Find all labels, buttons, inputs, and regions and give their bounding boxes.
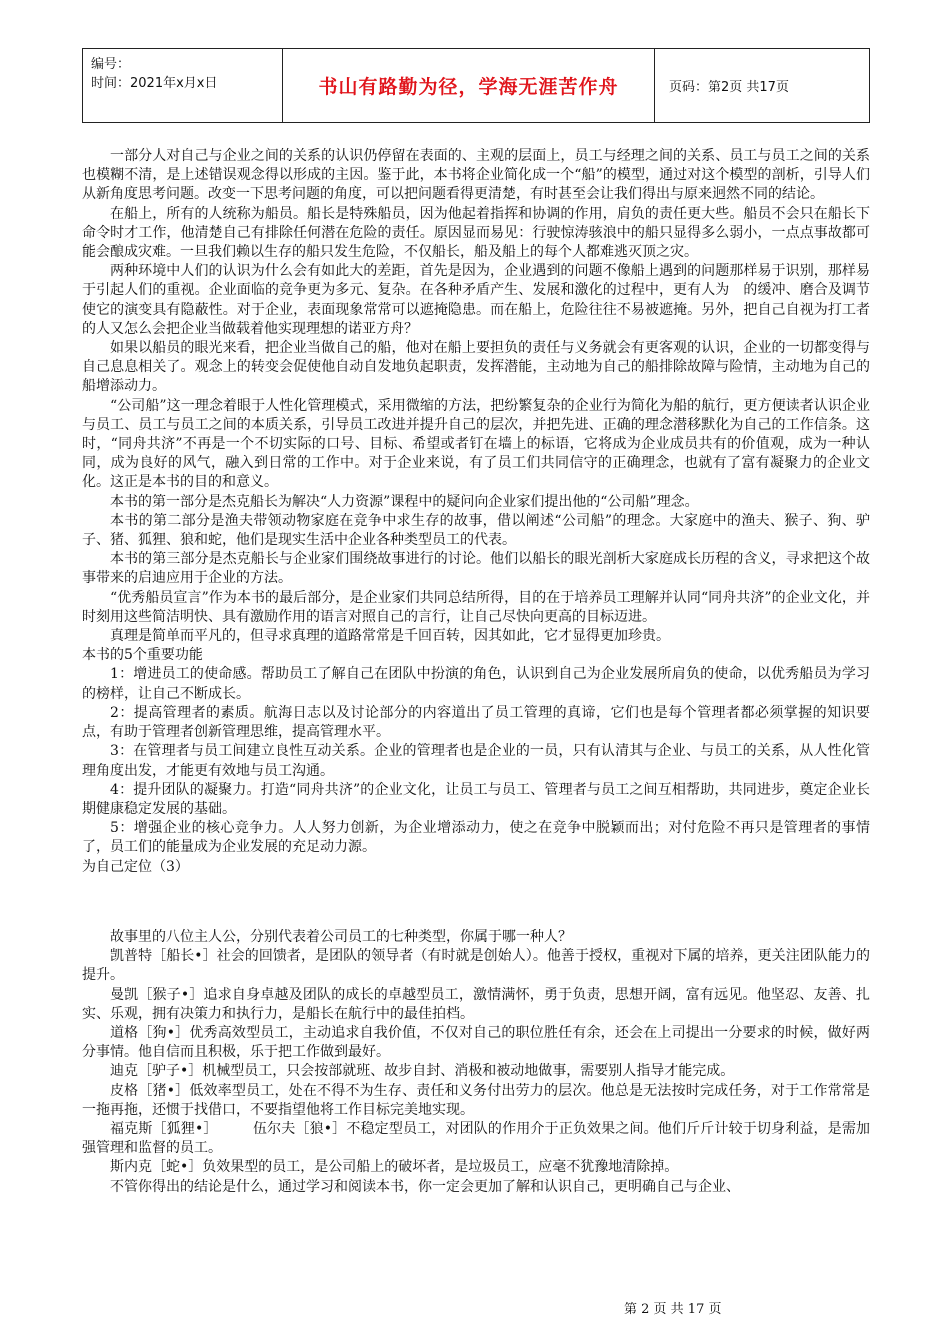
paragraph: 两种环境中人们的认识为什么会有如此大的差距，首先是因为，企业遇到的问题不像船上遇到的问题那样易于识别，那样易于引起人们的重视。企业面临的竞争更为多元、复杂。在各种矛盾产生、发展和激化的过程中，更有人为 的缓冲、磨合及调节使它的演变具有隐蔽性。对于企业，表面现象常常可以遮掩隐患。而在船上，危险往往不易被遮掩。另外，把自己自视为打工者的人又怎么会把企业当做载着他实现理想的诺亚方舟？ (82, 263, 870, 337)
header-meta (83, 49, 283, 122)
document-body (82, 147, 870, 1197)
page-footer: 第 2 页 共 17 页 (624, 1302, 722, 1317)
paragraph: 迪克［驴子•］机械型员工，只会按部就班、故步自封、消极和被动地做事，需要别人指导才能完成。 (110, 1063, 735, 1080)
paragraph: 道格［狗•］优秀高效型员工，主动追求自我价值，不仅对自己的职位胜任有余，还会在上司提出一分要求的时候，做好两分事情。他自信而且积极，乐于把工作做到最好。 (82, 1024, 870, 1061)
paragraph: “优秀船员宣言”作为本书的最后部分，是企业家们共同总结所得，目的在于培养员工理解并认同“同舟共济”的企业文化，并时刻用这些简洁明快、具有激励作用的语言对照自己的言行，让自己尽快向更高的目标迈进。 (82, 589, 870, 625)
paragraph: “公司船”这一理念着眼于人性化管理模式，采用微缩的方法，把纷繁复杂的企业行为简化为船的航行，更方便读者认识企业与员工、员工与员工之间的本质关系，引导员工改进并提升自己的层次，并把先进、正确的理念潜移默化为自己的工作信条。这时，“同舟共济”不再是一个不切实际的口号、目标、希望或者钉在墙上的标语，它将成为企业成员共有的价值观，成为一种认同，成为良好的风气，融入到日常的工作中。对于企业来说，有了员工们共同信守的正确理念，也就有了富有凝聚力的企业文化。这正是本书的目的和意义。 (82, 397, 870, 491)
section-heading: 本书的5个重要功能 (82, 647, 203, 664)
paragraph: 本书的第一部分是杰克船长为解决“人力资源”课程中的疑问向企业家们提出他的“公司船”理念。 (110, 493, 699, 510)
paragraph: 斯内克［蛇•］负效果型的员工，是公司船上的破坏者，是垃圾员工，应毫不犹豫地清除掉。 (110, 1159, 679, 1176)
page-header (82, 48, 870, 123)
paragraph: 皮格［猪•］低效率型员工，处在不得不为生存、责任和义务付出劳力的层次。他总是无法按时完成任务，对于工作常常是一拖再拖，还惯于找借口，不要指望他将工作目标完美地实现。 (82, 1082, 870, 1118)
paragraph: 一部分人对自己与企业之间的关系的认识仍停留在表面的、主观的层面上，员工与经理之间的关系、员工与员工之间的关系也模糊不清，是上述错误观念得以形成的主因。鉴于此，本书将企业简化成一个“船”的模型，通过对这个模型的剖析，引导人们从新角度思考问题。改变一下思考问题的角度，可以把问题看得更清楚，有时甚至会让我们得出与原来迥然不同的结论。 (82, 148, 870, 203)
paragraph: 4：提升团队的凝聚力。打造“同舟共济”的企业文化，让员工与员工、管理者与员工之间互相帮助，共同进步，奠定企业长期健康稳定发展的基础。 (82, 781, 870, 817)
paragraph: 凯普特［船长•］社会的回馈者，是团队的领导者（有时就是创始人）。他善于授权，重视对下属的培养，更关注团队能力的提升。 (82, 948, 870, 984)
paragraph: 真理是简单而平凡的，但寻求真理的道路常常是千回百转，因其如此，它才显得更加珍贵。 (110, 628, 670, 645)
id-label: 编号： (91, 57, 131, 72)
paragraph: 不管你得出的结论是什么，通过学习和阅读本书，你一定会更加了解和认识自己，更明确自己与企业、 (110, 1178, 740, 1195)
paragraph: 2：提高管理者的素质。航海日志以及讨论部分的内容道出了员工管理的真谛，它们也是每个管理者都必须掌握的知识要点，有助于管理者创新管理思维，提高管理水平。 (82, 704, 870, 741)
paragraph: 本书的第三部分是杰克船长与企业家们围绕故事进行的讨论。他们以船长的眼光剖析大家庭成长历程的含义，寻求把这个故事带来的启迪应用于企业的方法。 (82, 551, 870, 587)
paragraph: 曼凯［猴子•］追求自身卓越及团队的成长的卓越型员工，激情满怀，勇于负责，思想开阔，富有远见。他坚忍、友善、扎实、乐观，拥有决策力和执行力，是船长在航行中的最佳拍档。 (82, 986, 870, 1022)
blank-line (82, 893, 870, 912)
paragraph: 本书的第二部分是渔夫带领动物家庭在竞争中求生存的故事，借以阐述“公司船”的理念。大家庭中的渔夫、猴子、狗、驴子、猪、狐狸、狼和蛇，他们是现实生活中企业各种类型员工的代表。 (82, 512, 870, 549)
paragraph: 3：在管理者与员工间建立良性互动关系。企业的管理者也是企业的一员，只有认清其与企业、与员工的关系，从人性化管理角度出发，才能更有效地与员工沟通。 (82, 743, 870, 779)
paragraph: 如果以船员的眼光来看，把企业当做自己的船，他对在船上要担负的责任与义务就会有更客观的认识，企业的一切都变得与自己息息相关了。观念上的转变会促使他自动自发地负起职责，发挥潜能，主动地为自己的船排除故障与险情，主动地为自己的船增添动力。 (82, 340, 870, 395)
header-page-info: 页码：第2页 共17页 (669, 80, 789, 95)
paragraph: 故事里的八位主人公，分别代表着公司员工的七种类型，你属于哪一种人？ (110, 928, 572, 945)
paragraph: 福克斯［狐狸•］ 伍尔夫［狼•］不稳定型员工，对团队的作用介于正负效果之间。他们斤斤计较于切身利益，是需加强管理和监督的员工。 (82, 1120, 870, 1157)
paragraph: 在船上，所有的人统称为船员。船长是特殊船员，因为他起着指挥和协调的作用，肩负的责任更大些。船员不会只在船长下命令时才工作，他清楚自己有排除任何潜在危险的责任。原因显而易见：行驶惊涛骇浪中的船只显得多么弱小，一点点事故都可能会酿成灾难。一旦我们赖以生存的船只发生危险，不仅船长，船及船上的每个人都难逃灭顶之灾。 (82, 205, 870, 261)
paragraph: 1：增进员工的使命感。帮助员工了解自己在团队中扮演的角色，认识到自己为企业发展所肩负的使命，以优秀船员为学习的榜样，让自己不断成长。 (82, 666, 870, 702)
time-label: 时间：2021年x月x日 (91, 76, 218, 91)
header-motto: 书山有路勤为径，学海无涯苦作舟 (283, 49, 655, 122)
section-heading: 为自己定位（3） (82, 858, 189, 875)
paragraph: 5：增强企业的核心竞争力。人人努力创新，为企业增添动力，使之在竞争中脱颖而出；对付危险不再只是管理者的事情了，员工们的能量成为企业发展的充足动力源。 (82, 820, 870, 856)
